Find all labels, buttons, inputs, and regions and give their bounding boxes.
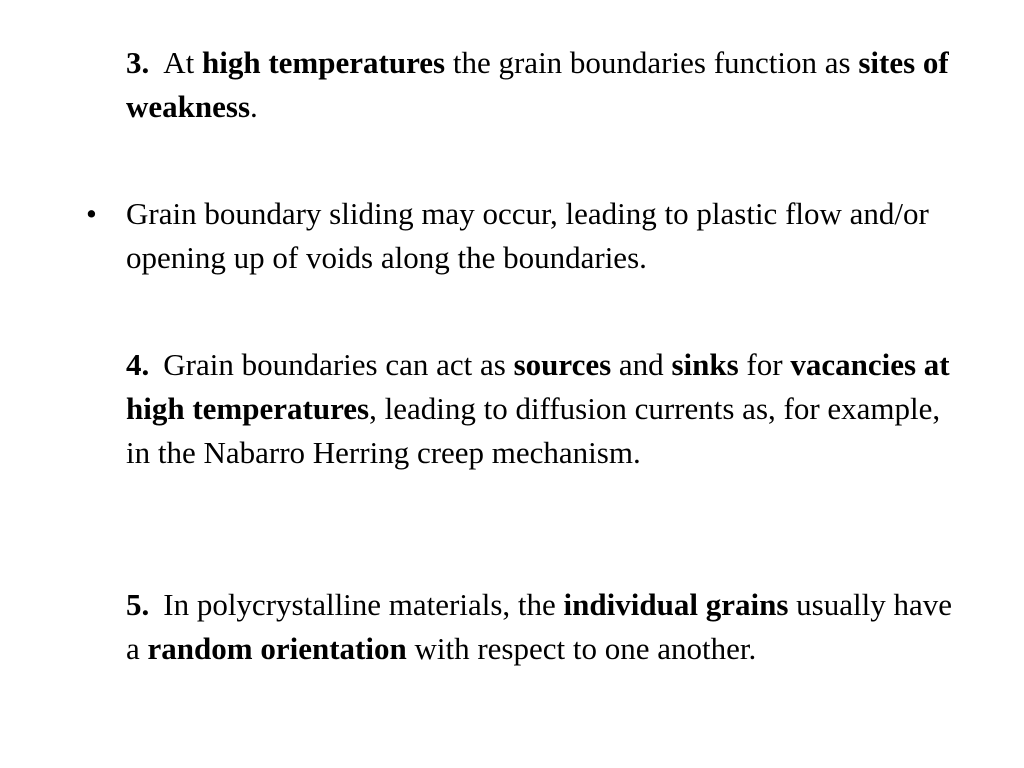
point-4-text-2: and [611, 347, 672, 382]
point-4-bold-sinks: sinks [671, 347, 739, 382]
point-5-text-3: with respect to one another. [406, 631, 757, 666]
point-5-bold-random-orientation: random orientation [147, 631, 407, 666]
point-4-number: 4. [126, 347, 150, 382]
point-3-text-2: the grain boundaries function as [445, 45, 859, 80]
point-3-text-3: . [250, 89, 258, 124]
point-3-text-1: At [163, 45, 202, 80]
point-5-paragraph [126, 583, 966, 671]
point-5-number: 5. [126, 587, 150, 622]
bullet-paragraph [86, 192, 966, 280]
point-5-text-1: In polycrystalline materials, the [163, 587, 564, 622]
point-3-bold-sites-of-weakness: sites of weakness [126, 45, 949, 124]
point-3-number: 3. [126, 45, 150, 80]
point-4-text-1: Grain boundaries can act as [163, 347, 514, 382]
point-4-paragraph [126, 343, 966, 475]
point-4-bold-sources: sources [513, 347, 612, 382]
bullet-text: Grain boundary sliding may occur, leading to plastic flow and/or opening up of voids along the boundaries. [126, 196, 929, 275]
point-4-text-3: for [738, 347, 791, 382]
point-3-bold-high-temperatures: high temperatures [202, 45, 446, 80]
point-4-bold-vacancies: vacancies at high temperatures [126, 347, 950, 426]
point-5-text-2: usually have a [126, 587, 952, 666]
point-5-bold-individual-grains: individual grains [563, 587, 789, 622]
bullet-icon: • [86, 196, 97, 231]
point-4-text-4: , leading to diffusion currents as, for example, in the Nabarro Herring creep mechanism. [126, 391, 941, 470]
point-3-paragraph [126, 41, 966, 129]
